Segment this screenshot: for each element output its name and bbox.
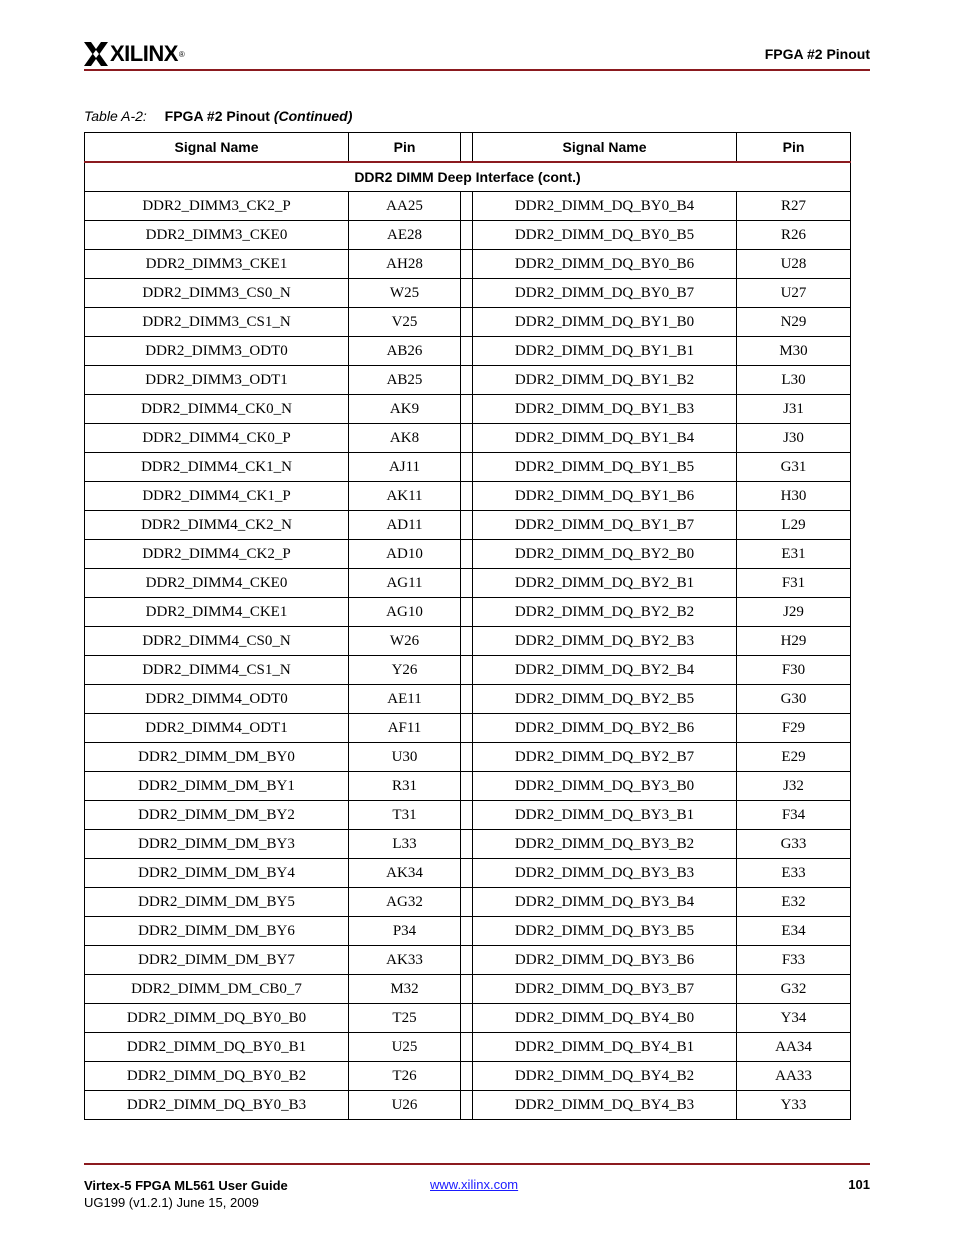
signal-name-left: DDR2_DIMM4_CK1_P: [85, 482, 349, 511]
signal-name-left: DDR2_DIMM_DM_BY3: [85, 830, 349, 859]
table-row: [85, 1033, 851, 1062]
spacer-cell: [461, 1062, 473, 1091]
signal-name-right: DDR2_DIMM_DQ_BY3_B6: [473, 946, 737, 975]
table-row: [85, 424, 851, 453]
pin-right: F31: [737, 569, 851, 598]
pin-right: G31: [737, 453, 851, 482]
pin-right: G32: [737, 975, 851, 1004]
signal-name-right: DDR2_DIMM_DQ_BY2_B4: [473, 656, 737, 685]
logo-text: XILINX: [110, 41, 178, 66]
pin-left: AE28: [349, 221, 461, 250]
signal-name-left: DDR2_DIMM_DQ_BY0_B0: [85, 1004, 349, 1033]
signal-name-left: DDR2_DIMM4_ODT0: [85, 685, 349, 714]
signal-name-right: DDR2_DIMM_DQ_BY4_B3: [473, 1091, 737, 1120]
spacer-cell: [461, 279, 473, 308]
signal-name-right: DDR2_DIMM_DQ_BY1_B0: [473, 308, 737, 337]
signal-name-right: DDR2_DIMM_DQ_BY2_B2: [473, 598, 737, 627]
signal-name-right: DDR2_DIMM_DQ_BY4_B0: [473, 1004, 737, 1033]
footer-guide-title: Virtex-5 FPGA ML561 User Guide: [84, 1178, 288, 1193]
spacer-cell: [461, 192, 473, 221]
pin-right: E29: [737, 743, 851, 772]
spacer-cell: [461, 598, 473, 627]
pin-left: V25: [349, 308, 461, 337]
pin-right: N29: [737, 308, 851, 337]
signal-name-left: DDR2_DIMM_DM_BY4: [85, 859, 349, 888]
pin-left: AK11: [349, 482, 461, 511]
signal-name-left: DDR2_DIMM_DM_CB0_7: [85, 975, 349, 1004]
signal-name-right: DDR2_DIMM_DQ_BY0_B7: [473, 279, 737, 308]
table-row: [85, 801, 851, 830]
pin-left: AK8: [349, 424, 461, 453]
table-row: [85, 946, 851, 975]
spacer-cell: [461, 453, 473, 482]
table-row: [85, 685, 851, 714]
pin-left: L33: [349, 830, 461, 859]
signal-name-right: DDR2_DIMM_DQ_BY3_B3: [473, 859, 737, 888]
spacer-cell: [461, 366, 473, 395]
pin-left: AB26: [349, 337, 461, 366]
table-row: [85, 627, 851, 656]
signal-name-left: DDR2_DIMM3_CKE1: [85, 250, 349, 279]
table-row: [85, 279, 851, 308]
signal-name-right: DDR2_DIMM_DQ_BY3_B7: [473, 975, 737, 1004]
column-header-pin-left: Pin: [349, 133, 461, 163]
signal-name-right: DDR2_DIMM_DQ_BY4_B2: [473, 1062, 737, 1091]
spacer-cell: [461, 627, 473, 656]
signal-name-left: DDR2_DIMM4_CKE0: [85, 569, 349, 598]
column-header-signal-name-right: Signal Name: [473, 133, 737, 163]
signal-name-right: DDR2_DIMM_DQ_BY3_B0: [473, 772, 737, 801]
pin-right: AA34: [737, 1033, 851, 1062]
pin-left: AK9: [349, 395, 461, 424]
pin-right: J29: [737, 598, 851, 627]
signal-name-right: DDR2_DIMM_DQ_BY3_B4: [473, 888, 737, 917]
pin-left: AA25: [349, 192, 461, 221]
signal-name-left: DDR2_DIMM4_CS0_N: [85, 627, 349, 656]
pin-left: T25: [349, 1004, 461, 1033]
spacer-cell: [461, 772, 473, 801]
column-header-signal-name-left: Signal Name: [85, 133, 349, 163]
spacer-cell: [461, 1033, 473, 1062]
spacer-cell: [461, 337, 473, 366]
pin-right: M30: [737, 337, 851, 366]
pin-right: U27: [737, 279, 851, 308]
signal-name-left: DDR2_DIMM3_CS0_N: [85, 279, 349, 308]
table-row: [85, 830, 851, 859]
pin-right: F29: [737, 714, 851, 743]
signal-name-left: DDR2_DIMM3_ODT1: [85, 366, 349, 395]
pin-right: F34: [737, 801, 851, 830]
signal-name-left: DDR2_DIMM_DM_BY6: [85, 917, 349, 946]
pin-right: L29: [737, 511, 851, 540]
pin-left: AK33: [349, 946, 461, 975]
pin-left: AE11: [349, 685, 461, 714]
spacer-cell: [461, 511, 473, 540]
spacer-cell: [461, 946, 473, 975]
signal-name-left: DDR2_DIMM3_CS1_N: [85, 308, 349, 337]
pin-left: T26: [349, 1062, 461, 1091]
footer-doc-id: UG199 (v1.2.1) June 15, 2009: [84, 1195, 259, 1210]
signal-name-left: DDR2_DIMM3_CK2_P: [85, 192, 349, 221]
footer-website-link[interactable]: www.xilinx.com: [430, 1177, 519, 1192]
table-row: [85, 540, 851, 569]
spacer-cell: [461, 714, 473, 743]
table-row: [85, 192, 851, 221]
table-row: [85, 1091, 851, 1120]
pin-right: E33: [737, 859, 851, 888]
xilinx-logo: [84, 40, 185, 68]
xilinx-x-icon: [84, 42, 108, 66]
signal-name-right: DDR2_DIMM_DQ_BY2_B6: [473, 714, 737, 743]
pinout-table: [84, 132, 851, 1120]
table-row: [85, 453, 851, 482]
pin-right: Y33: [737, 1091, 851, 1120]
pin-left: W25: [349, 279, 461, 308]
pin-right: AA33: [737, 1062, 851, 1091]
pin-right: F33: [737, 946, 851, 975]
signal-name-right: DDR2_DIMM_DQ_BY2_B7: [473, 743, 737, 772]
spacer-cell: [461, 743, 473, 772]
pin-right: H29: [737, 627, 851, 656]
pin-left: AG11: [349, 569, 461, 598]
signal-name-left: DDR2_DIMM4_CKE1: [85, 598, 349, 627]
spacer-cell: [461, 482, 473, 511]
signal-name-left: DDR2_DIMM4_CK2_P: [85, 540, 349, 569]
pin-right: J31: [737, 395, 851, 424]
signal-name-left: DDR2_DIMM_DQ_BY0_B2: [85, 1062, 349, 1091]
column-header-pin-right: Pin: [737, 133, 851, 163]
pin-left: R31: [349, 772, 461, 801]
signal-name-left: DDR2_DIMM_DQ_BY0_B3: [85, 1091, 349, 1120]
table-row: [85, 975, 851, 1004]
pin-left: M32: [349, 975, 461, 1004]
spacer-cell: [461, 1091, 473, 1120]
spacer-cell: [461, 801, 473, 830]
caption-title: FPGA #2 Pinout: [164, 108, 270, 124]
footer-doc-info: [84, 1177, 288, 1211]
signal-name-right: DDR2_DIMM_DQ_BY1_B3: [473, 395, 737, 424]
signal-name-right: DDR2_DIMM_DQ_BY2_B1: [473, 569, 737, 598]
pin-left: AB25: [349, 366, 461, 395]
caption-label: Table A-2:: [84, 108, 147, 124]
spacer-cell: [461, 569, 473, 598]
signal-name-left: DDR2_DIMM4_CK0_P: [85, 424, 349, 453]
signal-name-right: DDR2_DIMM_DQ_BY1_B7: [473, 511, 737, 540]
signal-name-right: DDR2_DIMM_DQ_BY2_B3: [473, 627, 737, 656]
pin-left: AF11: [349, 714, 461, 743]
signal-name-right: DDR2_DIMM_DQ_BY0_B5: [473, 221, 737, 250]
spacer-cell: [461, 685, 473, 714]
pin-left: AJ11: [349, 453, 461, 482]
table-row: [85, 308, 851, 337]
table-row: [85, 772, 851, 801]
signal-name-right: DDR2_DIMM_DQ_BY1_B1: [473, 337, 737, 366]
signal-name-right: DDR2_DIMM_DQ_BY3_B5: [473, 917, 737, 946]
table-row: [85, 395, 851, 424]
pin-left: U25: [349, 1033, 461, 1062]
signal-name-right: DDR2_DIMM_DQ_BY1_B6: [473, 482, 737, 511]
pin-left: T31: [349, 801, 461, 830]
table-header-row: [85, 133, 851, 163]
spacer-cell: [461, 308, 473, 337]
signal-name-left: DDR2_DIMM_DQ_BY0_B1: [85, 1033, 349, 1062]
pin-left: U26: [349, 1091, 461, 1120]
table-row: [85, 917, 851, 946]
pin-left: P34: [349, 917, 461, 946]
table-row: [85, 366, 851, 395]
pin-left: W26: [349, 627, 461, 656]
table-row: [85, 714, 851, 743]
pin-left: AH28: [349, 250, 461, 279]
table-row: [85, 859, 851, 888]
signal-name-right: DDR2_DIMM_DQ_BY0_B6: [473, 250, 737, 279]
pin-right: G33: [737, 830, 851, 859]
spacer-cell: [461, 859, 473, 888]
pin-left: AK34: [349, 859, 461, 888]
signal-name-left: DDR2_DIMM4_ODT1: [85, 714, 349, 743]
signal-name-left: DDR2_DIMM_DM_BY5: [85, 888, 349, 917]
pin-right: J30: [737, 424, 851, 453]
spacer-cell: [461, 395, 473, 424]
signal-name-left: DDR2_DIMM3_CKE0: [85, 221, 349, 250]
table-row: [85, 743, 851, 772]
pin-right: L30: [737, 366, 851, 395]
signal-name-right: DDR2_DIMM_DQ_BY1_B2: [473, 366, 737, 395]
spacer-cell: [461, 975, 473, 1004]
table-row: [85, 511, 851, 540]
pin-right: E31: [737, 540, 851, 569]
signal-name-left: DDR2_DIMM_DM_BY7: [85, 946, 349, 975]
pin-right: J32: [737, 772, 851, 801]
pin-left: AD10: [349, 540, 461, 569]
pin-right: E34: [737, 917, 851, 946]
table-row: [85, 888, 851, 917]
spacer-cell: [461, 540, 473, 569]
signal-name-right: DDR2_DIMM_DQ_BY2_B0: [473, 540, 737, 569]
pin-right: Y34: [737, 1004, 851, 1033]
section-row: [85, 162, 851, 192]
section-title: FPGA #2 Pinout: [764, 46, 870, 62]
signal-name-left: DDR2_DIMM4_CS1_N: [85, 656, 349, 685]
signal-name-left: DDR2_DIMM_DM_BY0: [85, 743, 349, 772]
pin-right: G30: [737, 685, 851, 714]
table-row: [85, 482, 851, 511]
pin-right: H30: [737, 482, 851, 511]
pin-right: F30: [737, 656, 851, 685]
signal-name-left: DDR2_DIMM_DM_BY2: [85, 801, 349, 830]
pin-right: R27: [737, 192, 851, 221]
pin-right: U28: [737, 250, 851, 279]
spacer-cell: [461, 1004, 473, 1033]
page-number: 101: [848, 1177, 870, 1192]
table-row: [85, 250, 851, 279]
pin-left: Y26: [349, 656, 461, 685]
table-row: [85, 569, 851, 598]
spacer-cell: [461, 888, 473, 917]
signal-name-left: DDR2_DIMM4_CK1_N: [85, 453, 349, 482]
spacer-cell: [461, 656, 473, 685]
pin-left: U30: [349, 743, 461, 772]
signal-name-left: DDR2_DIMM4_CK0_N: [85, 395, 349, 424]
table-row: [85, 1062, 851, 1091]
header-rule: [84, 69, 870, 71]
signal-name-left: DDR2_DIMM4_CK2_N: [85, 511, 349, 540]
signal-name-right: DDR2_DIMM_DQ_BY2_B5: [473, 685, 737, 714]
table-row: [85, 337, 851, 366]
pin-left: AD11: [349, 511, 461, 540]
signal-name-left: DDR2_DIMM_DM_BY1: [85, 772, 349, 801]
signal-name-right: DDR2_DIMM_DQ_BY3_B1: [473, 801, 737, 830]
spacer-cell: [461, 830, 473, 859]
signal-name-left: DDR2_DIMM3_ODT0: [85, 337, 349, 366]
signal-name-right: DDR2_DIMM_DQ_BY0_B4: [473, 192, 737, 221]
table-row: [85, 1004, 851, 1033]
table-row: [85, 221, 851, 250]
footer-rule: [84, 1163, 870, 1165]
table-row: [85, 598, 851, 627]
column-spacer: [461, 133, 473, 163]
pin-right: R26: [737, 221, 851, 250]
signal-name-right: DDR2_DIMM_DQ_BY1_B5: [473, 453, 737, 482]
pin-left: AG10: [349, 598, 461, 627]
caption-continued: (Continued): [273, 108, 353, 124]
registered-mark: ®: [178, 49, 185, 59]
signal-name-right: DDR2_DIMM_DQ_BY1_B4: [473, 424, 737, 453]
spacer-cell: [461, 250, 473, 279]
table-row: [85, 656, 851, 685]
signal-name-right: DDR2_DIMM_DQ_BY4_B1: [473, 1033, 737, 1062]
spacer-cell: [461, 917, 473, 946]
table-caption: [84, 108, 352, 124]
signal-name-right: DDR2_DIMM_DQ_BY3_B2: [473, 830, 737, 859]
pin-left: AG32: [349, 888, 461, 917]
section-label: DDR2 DIMM Deep Interface (cont.): [85, 162, 851, 192]
spacer-cell: [461, 221, 473, 250]
spacer-cell: [461, 424, 473, 453]
pin-right: E32: [737, 888, 851, 917]
